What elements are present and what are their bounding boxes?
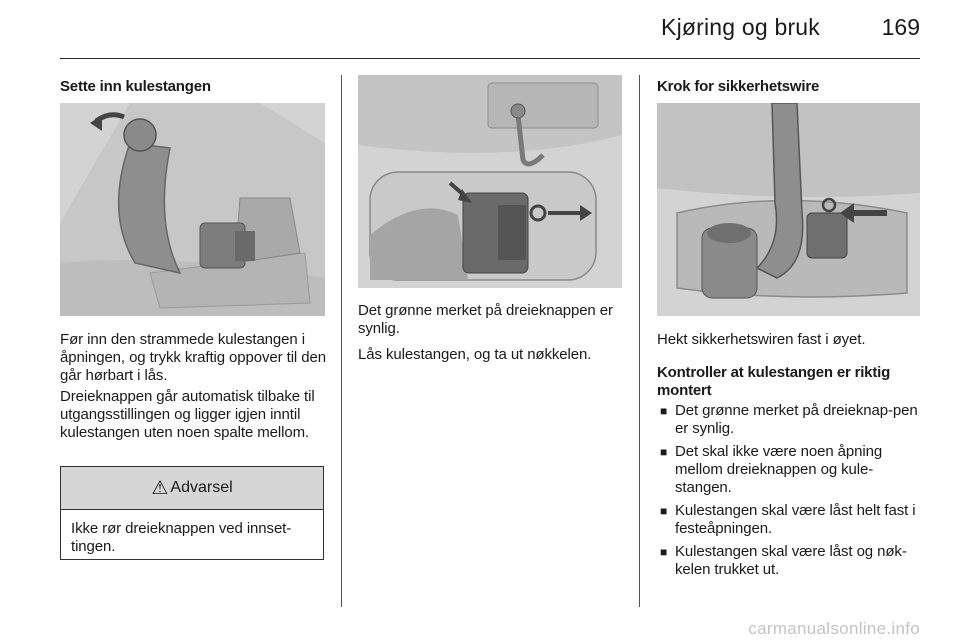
left-paragraph-1: Før inn den strammede kulestangen i åpningen, og trykk kraftig oppover til den går hørbart i lås. [60,331,326,384]
tow-bar-insertion-illustration [60,103,325,316]
right-heading: Krok for sikkerhetswire [657,78,820,95]
warning-title: Advarsel [170,479,233,496]
check-list [660,402,922,584]
list-item: ■ Det grønne merket på dreieknap-pen er synlig. [660,402,918,437]
bullet-square-icon: ■ [660,545,668,559]
left-heading: Sette inn kulestangen [60,78,211,95]
warning-text: Ikke rør dreieknappen ved innset-tingen. [71,520,292,555]
warning-header [61,467,323,510]
middle-paragraph-1: Det grønne merket på dreieknappen er synlig. [358,302,613,337]
warning-triangle-icon: ⚠ [151,477,169,499]
list-item: ■ Det skal ikke være noen åpning mellom dreieknappen og kule-stangen. [660,443,883,496]
bullet-square-icon: ■ [660,404,668,418]
tow-bar-lock-key-illustration [358,75,622,288]
column-rule-1 [341,75,342,607]
watermark: carmanualsonline.info [748,619,920,638]
left-paragraph-2: Dreieknappen går automatisk tilbake til utgangsstillingen og ligger igjen inntil kulestangen uten noen spalte mellom. [60,388,315,441]
warning-box [60,466,324,560]
header-rule [60,58,920,59]
safety-wire-hook-illustration [657,103,920,316]
list-item: ■ Kulestangen skal være låst og nøk-kelen trukket ut. [660,543,907,578]
middle-paragraph-2: Lås kulestangen, og ta ut nøkkelen. [358,346,592,363]
column-rule-2 [639,75,640,607]
chapter-title: Kjøring og bruk [661,14,820,40]
check-heading: Kontroller at kulestangen er riktig montert [657,364,891,399]
page-number: 169 [881,14,920,40]
right-paragraph: Hekt sikkerhetswiren fast i øyet. [657,331,866,348]
bullet-square-icon: ■ [660,445,668,459]
list-item: ■ Kulestangen skal være låst helt fast i festeåpningen. [660,502,916,537]
bullet-square-icon: ■ [660,504,668,518]
